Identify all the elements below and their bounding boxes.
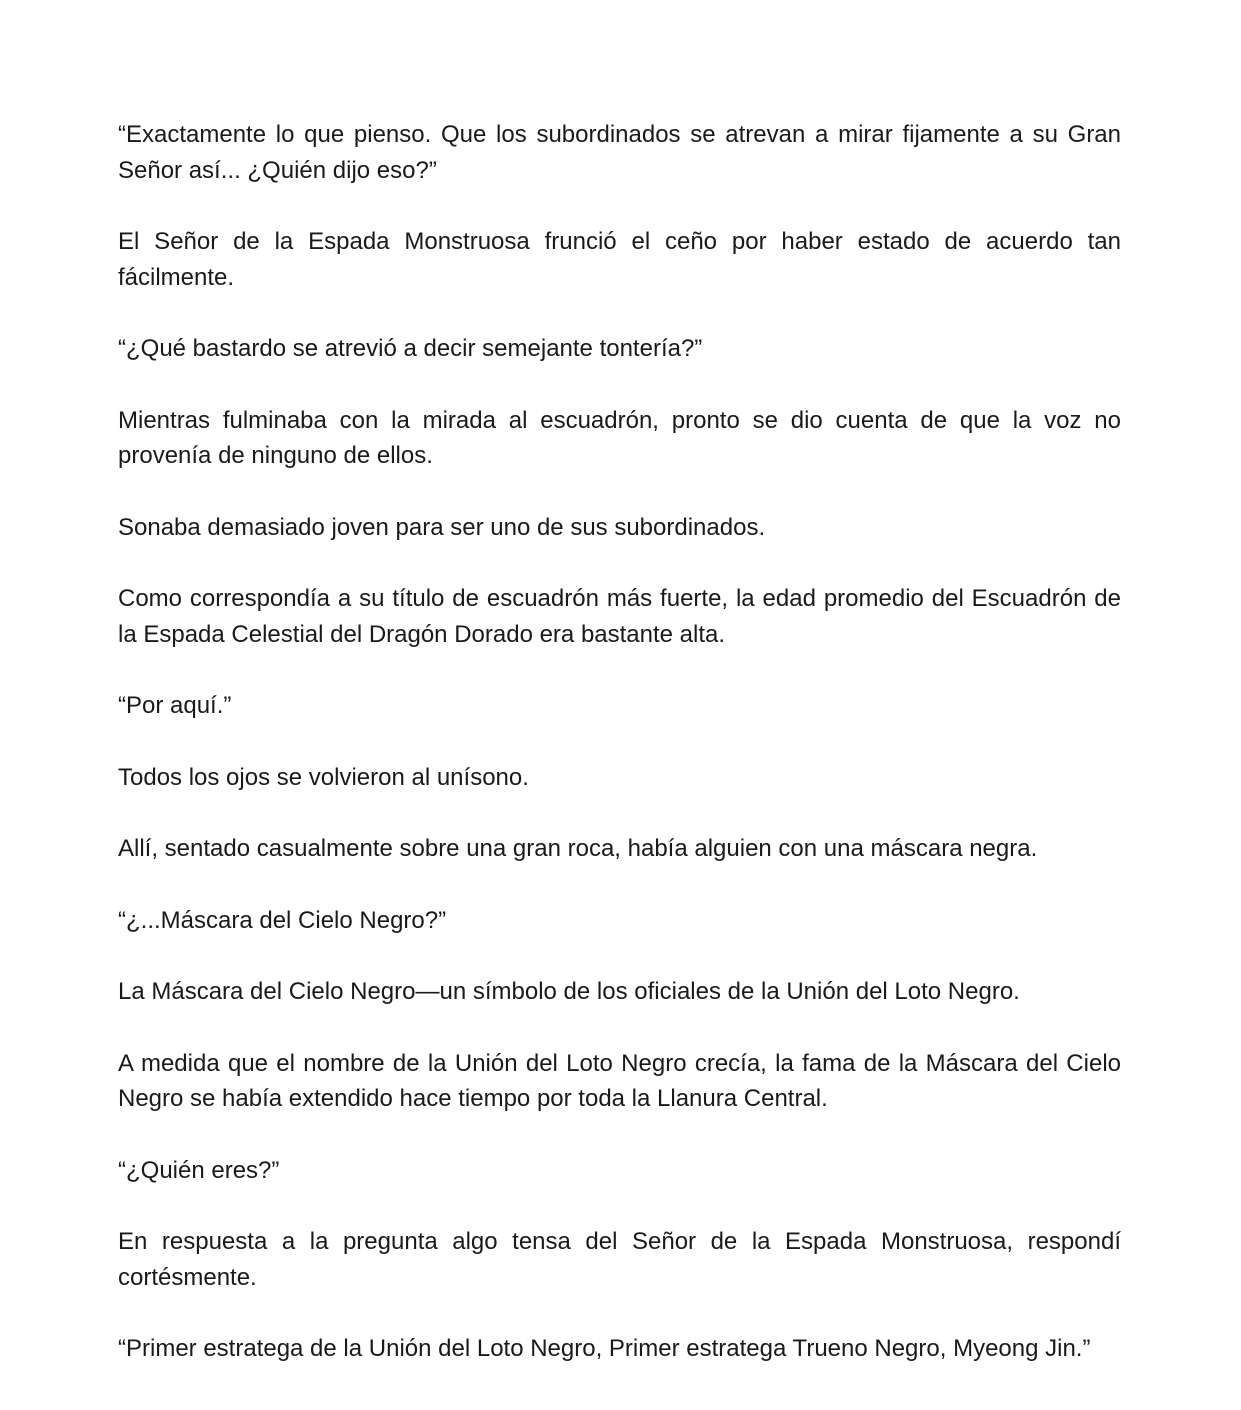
- paragraph: “Primer estratega de la Unión del Loto Negro, Primer estratega Trueno Negro, Myeong Jin.”: [118, 1335, 1091, 1362]
- paragraph: A medida que el nombre de la Unión del Loto Negro crecía, la fama de la Máscara del Cielo Negro se había extendido hace tiempo por toda la Llanura Central.: [118, 1049, 1121, 1112]
- paragraph: Mientras fulminaba con la mirada al escuadrón, pronto se dio cuenta de que la voz no provenía de ninguno de ellos.: [118, 406, 1121, 469]
- paragraph: “¿...Máscara del Cielo Negro?”: [118, 906, 447, 934]
- paragraph: La Máscara del Cielo Negro—un símbolo de los oficiales de la Unión del Loto Negro.: [118, 978, 1020, 1005]
- paragraph: Allí, sentado casualmente sobre una gran roca, había alguien con una máscara negra.: [118, 835, 1038, 862]
- paragraph: “¿Quién eres?”: [118, 1156, 280, 1184]
- paragraph: “Exactamente lo que pienso. Que los subordinados se atrevan a mirar fijamente a su Gran Señor así... ¿Quién dijo eso?”: [118, 121, 1121, 184]
- paragraph: “¿Qué bastardo se atrevió a decir semejante tontería?”: [118, 335, 703, 362]
- paragraph: Sonaba demasiado joven para ser uno de sus subordinados.: [118, 513, 766, 541]
- paragraph: Todos los ojos se volvieron al unísono.: [118, 763, 529, 791]
- document-page: [118, 117, 1121, 1403]
- paragraph: En respuesta a la pregunta algo tensa del Señor de la Espada Monstruosa, respondí cortésmente.: [118, 1228, 1121, 1291]
- paragraph: El Señor de la Espada Monstruosa frunció el ceño por haber estado de acuerdo tan fácilmente.: [118, 228, 1121, 291]
- paragraph: “Por aquí.”: [118, 692, 232, 719]
- paragraph: Como correspondía a su título de escuadrón más fuerte, la edad promedio del Escuadrón de la Espada Celestial del Dragón Dorado era bastante alta.: [118, 585, 1121, 648]
